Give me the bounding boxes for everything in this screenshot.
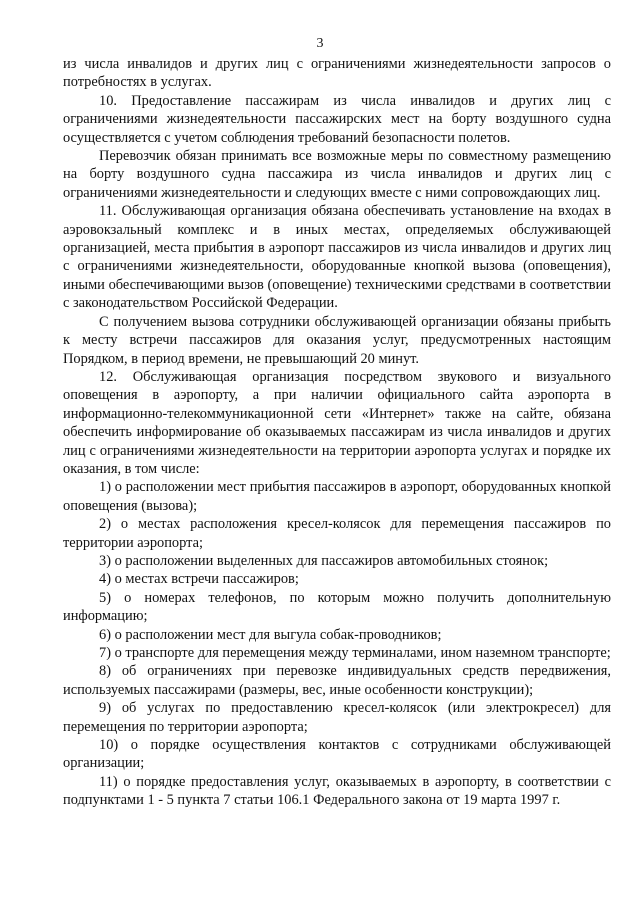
paragraph-item-11: 11. Обслуживающая организация обязана обеспечивать установление на входах в аэровокзальный комплекс и в иных местах, определяемых обслуживающей организацией, места прибытия в аэропорт пассажиров из числа инвалидов и других лиц с ограничениями жизнедеятельности, оборудованные кнопкой вызова (оповещения), иными обеспечивающими вызов (оповещение) техническими средствами в соответствии с законодательством Российской Федерации. (63, 203, 611, 312)
list-item-7: 7) о транспорте для перемещения между терминалами, ином наземном транспорте; (99, 645, 611, 661)
list-item-5: 5) о номерах телефонов, по которым можно получить дополнительную информацию; (63, 589, 611, 625)
document-body (63, 55, 611, 810)
paragraph-carrier-obligation: Перевозчик обязан принимать все возможные меры по совместному размещению на борту воздушного судна пассажира из числа инвалидов и других лиц с ограничениями жизнедеятельности и следующих вместе с ними сопровождающих лиц. (63, 148, 611, 201)
list-item-3: 3) о расположении выделенных для пассажиров автомобильных стоянок; (99, 552, 549, 569)
list-item-2: 2) о местах расположения кресел-колясок для перемещения пассажиров по территории аэропорта; (63, 516, 611, 551)
page-number: 3 (316, 36, 324, 51)
list-item-10: 10) о порядке осуществления контактов с сотрудниками обслуживающей организации; (63, 737, 611, 772)
paragraph-continuation: из числа инвалидов и других лиц с ограничениями жизнедеятельности запросов о потребностях в услугах. (63, 56, 611, 91)
paragraph-item-10: 10. Предоставление пассажирам из числа инвалидов и других лиц с ограничениями жизнедеятельности пассажирских мест на борту воздушного судна осуществляется с учетом соблюдения требований безопасности полетов. (63, 92, 611, 146)
paragraph-item-12: 12. Обслуживающая организация посредством звукового и визуального оповещения в аэропорту, а при наличии официального сайта аэропорта в информационно-телекоммуникационной сети «Интернет» также на сайте, обязана обеспечить информирование об оказываемых пассажирам из числа инвалидов и других лиц с ограничениями жизнедеятельности на территории аэропорта услугах и порядке их оказания, в том числе: (63, 368, 611, 477)
list-item-1: 1) о расположении мест прибытия пассажиров в аэропорт, оборудованных кнопкой оповещения (вызова); (63, 479, 611, 514)
list-item-9: 9) об услугах по предоставлению кресел-колясок (или электрокресел) для перемещения по территории аэропорта; (63, 700, 611, 735)
list-item-6: 6) о расположении мест для выгула собак-проводников; (99, 626, 442, 643)
list-item-8: 8) об ограничениях при перевозке индивидуальных средств передвижения, используемых пассажирами (размеры, вес, иные особенности конструкции); (63, 663, 611, 698)
list-item-4: 4) о местах встречи пассажиров; (99, 571, 299, 588)
list-item-11: 11) о порядке предоставления услуг, оказываемых в аэропорту, в соответствии с подпунктами 1 - 5 пункта 7 статьи 106.1 Федерального закона от 19 марта 1997 г. (63, 773, 611, 809)
paragraph-call-response: С получением вызова сотрудники обслуживающей организации обязаны прибыть к месту встречи пассажиров для оказания услуг, предусмотренных настоящим Порядком, в период времени, не превышающий 20 минут. (63, 313, 611, 367)
